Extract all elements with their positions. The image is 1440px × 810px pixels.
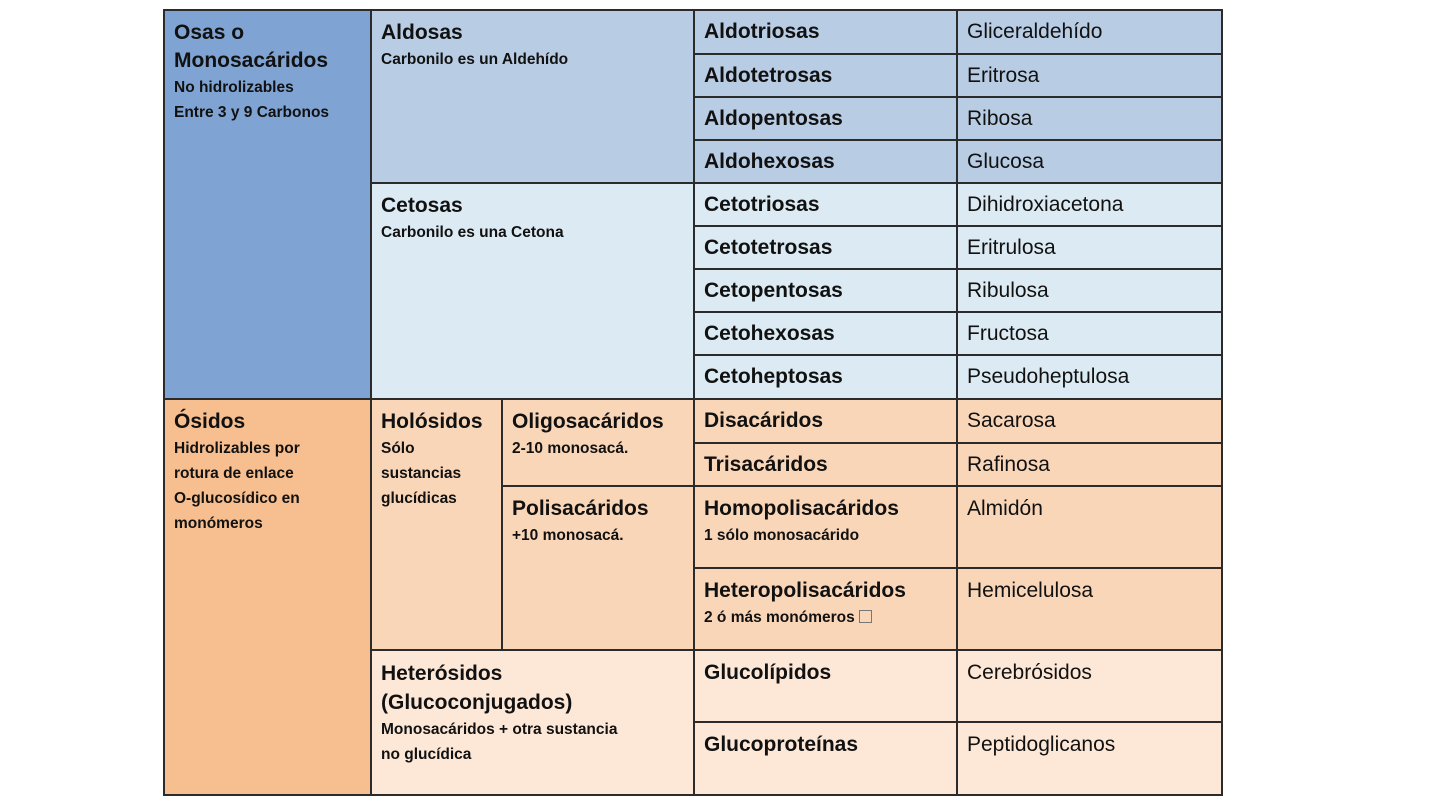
- heterosidos-note-2: no glucídica: [381, 746, 472, 763]
- row-type: Cetotetrosas: [694, 226, 957, 269]
- row-type: Aldopentosas: [694, 97, 957, 140]
- osas-title-2: Monosacáridos: [174, 49, 329, 72]
- cetosas-cell: [371, 183, 694, 399]
- osidos-note-3: O-glucosídico en: [174, 490, 300, 507]
- oligosacaridos-cell: [502, 399, 694, 486]
- row-type: Aldotriosas: [694, 10, 957, 54]
- oligosacaridos-note: 2-10 monosacá.: [512, 440, 629, 457]
- homopolisacaridos-note: 1 sólo monosacárido: [704, 527, 860, 544]
- heteropolisacaridos-cell: [694, 568, 957, 650]
- holosidos-note-2: sustancias: [381, 465, 462, 482]
- aldosas-cell: [371, 10, 694, 183]
- osidos-cell: [164, 399, 371, 795]
- osidos-title: Ósidos: [174, 410, 246, 433]
- row-example: Almidón: [957, 486, 1222, 568]
- holosidos-note-1: Sólo: [381, 440, 415, 457]
- osas-title-1: Osas o: [174, 21, 245, 44]
- row-example: Ribulosa: [957, 269, 1222, 312]
- cetosas-note: Carbonilo es una Cetona: [381, 224, 564, 241]
- heteropolisacaridos-title: Heteropolisacáridos: [704, 579, 906, 602]
- row-type: Aldotetrosas: [694, 54, 957, 97]
- row-type: Cetopentosas: [694, 269, 957, 312]
- row-example: Eritrosa: [957, 54, 1222, 97]
- heterosidos-title-1: Heterósidos: [381, 662, 503, 685]
- row-example: Dihidroxiacetona: [957, 183, 1222, 226]
- row-example: Rafinosa: [957, 443, 1222, 486]
- osas-cell: [164, 10, 371, 399]
- osidos-note-4: monómeros: [174, 515, 263, 532]
- heterosidos-note-1: Monosacáridos + otra sustancia: [381, 721, 618, 738]
- aldosas-note: Carbonilo es un Aldehído: [381, 51, 569, 68]
- row-example: Sacarosa: [957, 399, 1222, 443]
- row-example: Glucosa: [957, 140, 1222, 183]
- osidos-note-1: Hidrolizables por: [174, 440, 300, 457]
- heterosidos-title-2: (Glucoconjugados): [381, 691, 573, 714]
- aldosas-title: Aldosas: [381, 21, 463, 44]
- osidos-note-2: rotura de enlace: [174, 465, 294, 482]
- row-type: Disacáridos: [694, 399, 957, 443]
- row-example: Fructosa: [957, 312, 1222, 355]
- polisacaridos-title: Polisacáridos: [512, 497, 649, 520]
- row-example: Peptidoglicanos: [957, 722, 1222, 795]
- heteropolisacaridos-note: 2 ó más monómeros: [704, 605, 947, 630]
- cetosas-title: Cetosas: [381, 194, 463, 217]
- row-type: Cetoheptosas: [694, 355, 957, 399]
- row-type: Cetotriosas: [694, 183, 957, 226]
- row-type: Glucolípidos: [694, 650, 957, 722]
- row-example: Eritrulosa: [957, 226, 1222, 269]
- carbohydrate-classification-table: [163, 9, 1223, 796]
- square-glyph-icon: [859, 610, 872, 623]
- row-example: Ribosa: [957, 97, 1222, 140]
- holosidos-cell: [371, 399, 502, 650]
- row-type: Cetohexosas: [694, 312, 957, 355]
- row-type: Glucoproteínas: [694, 722, 957, 795]
- polisacaridos-cell: [502, 486, 694, 650]
- row-example: Cerebrósidos: [957, 650, 1222, 722]
- osas-note-1: No hidrolizables: [174, 79, 294, 96]
- row-example: Gliceraldehído: [957, 10, 1222, 54]
- holosidos-note-3: glucídicas: [381, 490, 457, 507]
- homopolisacaridos-title: Homopolisacáridos: [704, 497, 899, 520]
- row-example: Pseudoheptulosa: [957, 355, 1222, 399]
- homopolisacaridos-cell: [694, 486, 957, 568]
- row-example: Hemicelulosa: [957, 568, 1222, 650]
- oligosacaridos-title: Oligosacáridos: [512, 410, 664, 433]
- heterosidos-cell: [371, 650, 694, 795]
- row-type: Aldohexosas: [694, 140, 957, 183]
- polisacaridos-note: +10 monosacá.: [512, 527, 624, 544]
- osas-note-2: Entre 3 y 9 Carbonos: [174, 104, 330, 121]
- row-type: Trisacáridos: [694, 443, 957, 486]
- holosidos-title: Holósidos: [381, 410, 483, 433]
